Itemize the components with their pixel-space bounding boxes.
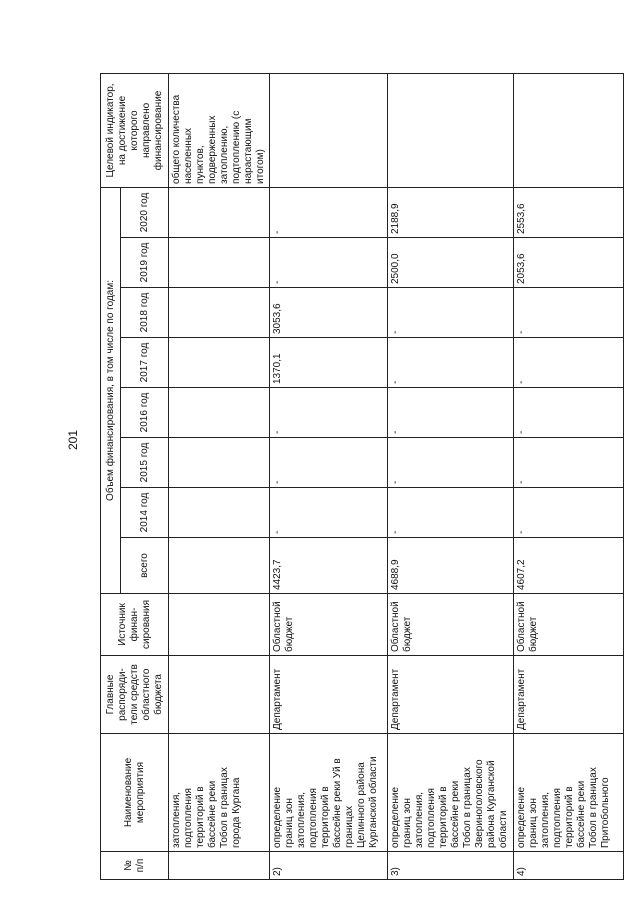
cell-name: определение границ зон затопления, подтопления территорий в бассейне реки Уй в границах Целинного района Курганской области — [270, 734, 388, 852]
cell-num — [169, 852, 270, 880]
cell-year: - — [270, 187, 388, 237]
page-number: 201 — [66, 429, 80, 450]
table-row — [514, 73, 624, 879]
cell-name: определение границ зон затопления, подтопления территорий в бассейне реки Тобол в границах Звериноголовского района Курганской области — [388, 734, 514, 852]
cell-source — [169, 594, 270, 656]
cell-year: - — [388, 288, 514, 338]
cell-year — [169, 488, 270, 538]
cell-year: - — [270, 438, 388, 488]
cell-indicator — [388, 73, 514, 187]
cell-year: - — [514, 438, 624, 488]
cell-total: 4423,7 — [270, 538, 388, 594]
cell-source: Областной бюджет — [388, 594, 514, 656]
header-year-2019: 2019 год — [121, 238, 169, 288]
cell-year: 2553,6 — [514, 187, 624, 237]
cell-num: 3) — [388, 852, 514, 880]
header-source: Источник финан- сирования — [101, 594, 169, 656]
cell-year: 2053,6 — [514, 238, 624, 288]
header-year-2015: 2015 год — [121, 438, 169, 488]
cell-year: - — [388, 388, 514, 438]
cell-year: 2188,9 — [388, 187, 514, 237]
cell-year: - — [270, 238, 388, 288]
cell-year — [169, 187, 270, 237]
cell-source: Областной бюджет — [270, 594, 388, 656]
cell-year — [169, 288, 270, 338]
cell-year — [169, 338, 270, 388]
header-volume-group: Объем финансирования, в том числе по годам: — [101, 187, 121, 593]
cell-manager: Департамент — [270, 656, 388, 734]
cell-total: 4688,9 — [388, 538, 514, 594]
cell-year: - — [514, 388, 624, 438]
cell-source: Областной бюджет — [514, 594, 624, 656]
header-year-2017: 2017 год — [121, 338, 169, 388]
cell-total — [169, 538, 270, 594]
cell-year: - — [514, 488, 624, 538]
cell-year: 3053,6 — [270, 288, 388, 338]
cell-num: 2) — [270, 852, 388, 880]
table-row — [169, 73, 270, 879]
cell-year: - — [514, 288, 624, 338]
header-year-2018: 2018 год — [121, 288, 169, 338]
cell-name: определение границ зон затопления, подтопления территорий в бассейне реки Тобол в границах Притобольного — [514, 734, 624, 852]
table-row — [270, 73, 388, 879]
cell-indicator — [514, 73, 624, 187]
rotated-table-container — [100, 74, 611, 880]
cell-manager: Департамент — [388, 656, 514, 734]
cell-year: - — [388, 438, 514, 488]
cell-year: - — [388, 338, 514, 388]
table-row — [388, 73, 514, 879]
cell-manager: Департамент — [514, 656, 624, 734]
cell-manager — [169, 656, 270, 734]
cell-year: - — [388, 488, 514, 538]
cell-year — [169, 238, 270, 288]
header-total: всего — [121, 538, 169, 594]
cell-year: 1370,1 — [270, 338, 388, 388]
header-year-2016: 2016 год — [121, 388, 169, 438]
cell-num: 4) — [514, 852, 624, 880]
header-managers: Главные распоряди- тели средств областного бюджета — [101, 656, 169, 734]
header-num: № п/п — [101, 852, 169, 880]
cell-year: - — [270, 488, 388, 538]
cell-year: 2500,0 — [388, 238, 514, 288]
cell-year: - — [270, 388, 388, 438]
cell-indicator — [270, 73, 388, 187]
header-name: Наименование мероприятия — [101, 734, 169, 852]
header-year-2014: 2014 год — [121, 488, 169, 538]
cell-total: 4607,2 — [514, 538, 624, 594]
header-indicator: Целевой индикатор, на достижение которого направлено финансирование — [101, 73, 169, 187]
cell-indicator: общего количества населенных пунктов, подверженных затоплению, подтоплению (с нарастающим итогом) — [169, 73, 270, 187]
cell-year: - — [514, 338, 624, 388]
financing-table — [100, 73, 624, 880]
header-year-2020: 2020 год — [121, 187, 169, 237]
cell-name: затопления, подтопления территорий в бассейне реки Тобол в границах города Кургана — [169, 734, 270, 852]
cell-year — [169, 388, 270, 438]
cell-year — [169, 438, 270, 488]
